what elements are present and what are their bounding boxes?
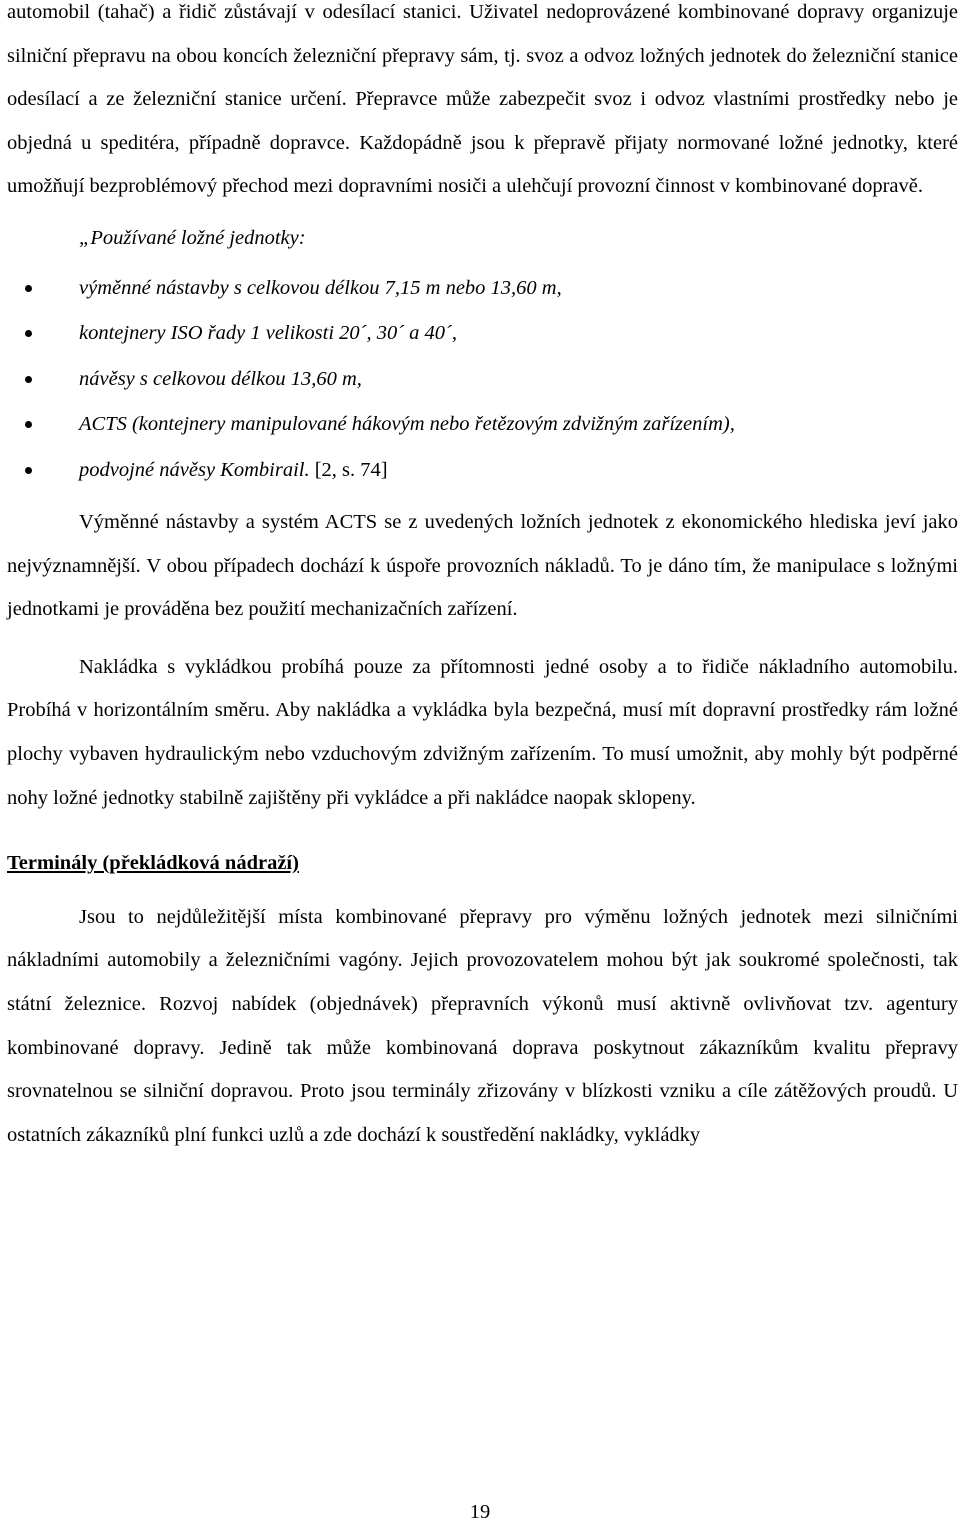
loading-units-list (7, 266, 958, 494)
loading-units-intro: „Používané ložné jednotky: (79, 226, 306, 249)
citation: [2, s. 74] (309, 458, 388, 481)
list-item: návěsy s celkovou délkou 13,60 m, (7, 357, 958, 403)
bullet-icon (25, 467, 32, 474)
page-number: 19 (469, 1501, 491, 1523)
bullet-icon (25, 330, 32, 337)
list-item: ACTS (kontejnery manipulované hákovým nebo řetězovým zdvižným zařízením), (7, 402, 958, 448)
bullet-icon (25, 376, 32, 383)
list-item: kontejnery ISO řady 1 velikosti 20´, 30´ a 40´, (7, 311, 958, 357)
bullet-icon (25, 285, 32, 292)
list-item: výměnné nástavby s celkovou délkou 7,15 m nebo 13,60 m, (7, 266, 958, 312)
bullet-icon (25, 421, 32, 428)
paragraph-intro: automobil (tahač) a řidič zůstávají v odesílací stanici. Uživatel nedoprovázené kombinované dopravy organizuje silniční přepravu na obou koncích železniční přepravy sám, tj. svoz a odvoz ložných jednotek do železniční stanice odesílací a ze železniční stanice určení. Přepravce může zabezpečit svoz i odvoz vlastními prostředky nebo je objedná u speditéra, případně dopravce. Každopádně jsou k přepravě přijaty normované ložné jednotky, které umožňují bezproblémový přechod mezi dopravními nosiči a ulehčují provozní činnost v kombinované dopravě. (7, 1, 958, 198)
paragraph-terminals: Jsou to nejdůležitější místa kombinované přepravy pro výměnu ložných jednotek mezi silničními nákladními automobily a železničními vagóny. Jejich provozovatelem mohou být jak soukromé společnosti, tak státní železnice. Rozvoj nabídek (objednávek) přepravních výkonů musí aktivně ovlivňovat tzv. agentury kombinované dopravy. Jedině tak může kombinovaná doprava poskytnout zákazníkům kvalitu přepravy srovnatelnou se silniční dopravou. Proto jsou terminály zřizovány v blízkosti vzniku a cíle zátěžových proudů. U ostatních zákazníků plní funkci uzlů a zde dochází k soustředění nakládky, vykládky (7, 905, 958, 1146)
paragraph-swap-bodies: Výměnné nástavby a systém ACTS se z uvedených ložních jednotek z ekonomického hlediska jeví jako nejvýznamnější. V obou případech dochází k úspoře provozních nákladů. To je dáno tím, že manipulace s ložnými jednotkami je prováděna bez použití mechanizačních zařízení. (7, 511, 958, 621)
document-page (7, 0, 958, 1157)
section-heading: Terminály (překládková nádraží) (7, 852, 299, 875)
paragraph-loading: Nakládka s vykládkou probíhá pouze za přítomnosti jedné osoby a to řidiče nákladního automobilu. Probíhá v horizontálním směru. Aby nakládka a vykládka byla bezpečná, musí mít dopravní prostředky rám ložné plochy vybaven hydraulickým nebo vzduchovým zdvižným zařízením. To musí umožnit, aby mohly být podpěrné nohy ložné jednotky stabilně zajištěny při vykládce a při nakládce naopak sklopeny. (7, 655, 958, 809)
list-item: podvojné návěsy Kombirail. [2, s. 74] (7, 448, 958, 494)
